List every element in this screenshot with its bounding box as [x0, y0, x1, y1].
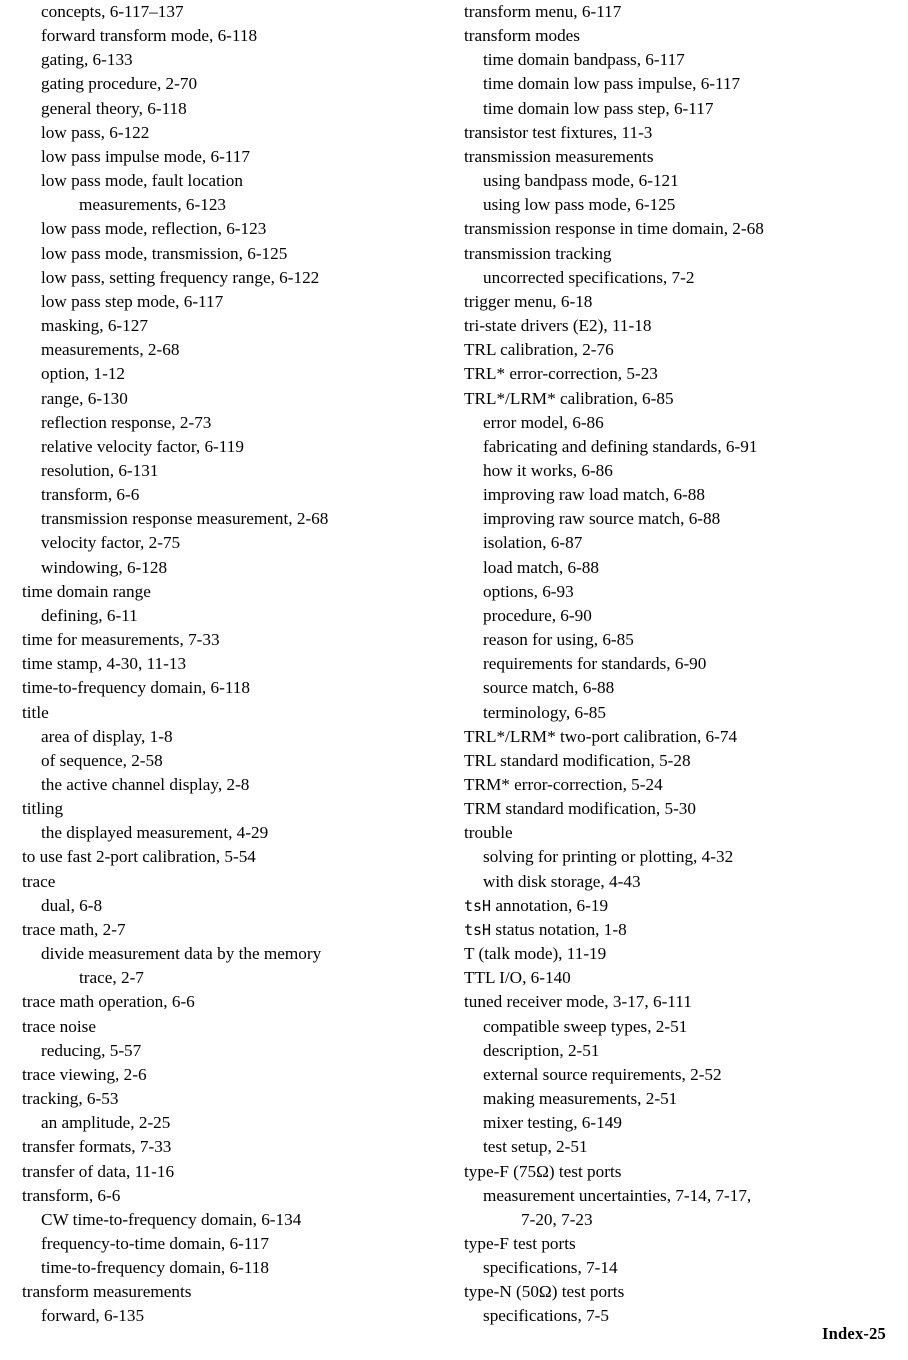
- index-entry: 7-20, 7-23: [521, 1209, 593, 1229]
- index-entry: compatible sweep types, 2-51: [483, 1016, 688, 1036]
- index-entry: transistor test fixtures, 11-3: [464, 122, 653, 142]
- two-column-layout: [22, 0, 886, 1329]
- index-entry: test setup, 2-51: [483, 1137, 588, 1157]
- index-entry: [464, 894, 882, 918]
- index-entry-list-left: [22, 0, 440, 1329]
- index-entry: options, 6-93: [483, 581, 574, 601]
- index-entry: option, 1-12: [41, 364, 126, 384]
- index-entry: transfer of data, 11-16: [22, 1161, 175, 1181]
- index-entry: title: [22, 702, 49, 722]
- index-entry: low pass mode, reflection, 6-123: [41, 219, 267, 239]
- index-entry: transform modes: [464, 26, 580, 46]
- index-entry: low pass mode, transmission, 6-125: [41, 243, 288, 263]
- index-entry: time-to-frequency domain, 6-118: [41, 1258, 269, 1278]
- page-footer: Index-25: [822, 1324, 886, 1343]
- index-entry: isolation, 6-87: [483, 533, 583, 553]
- index-entry: resolution, 6-131: [41, 460, 159, 480]
- index-entry: transmission measurements: [464, 146, 654, 166]
- index-entry-mono-term: tsH: [464, 920, 492, 939]
- index-entry: time domain bandpass, 6-117: [483, 50, 685, 70]
- index-entry: trigger menu, 6-18: [464, 291, 593, 311]
- index-entry: TRL calibration, 2-76: [464, 340, 614, 360]
- index-entry: transform, 6-6: [41, 485, 140, 505]
- index-entry-mono-term: tsH: [464, 896, 492, 915]
- index-entry: low pass, 6-122: [41, 122, 150, 142]
- index-entry: measurement uncertainties, 7-14, 7-17,: [483, 1185, 752, 1205]
- index-entry: reducing, 5-57: [41, 1040, 142, 1060]
- index-entry: trace viewing, 2-6: [22, 1064, 147, 1084]
- index-entry: external source requirements, 2-52: [483, 1064, 722, 1084]
- index-entry: time domain low pass impulse, 6-117: [483, 74, 741, 94]
- index-entry: frequency-to-time domain, 6-117: [41, 1233, 269, 1253]
- index-entry-text: status notation, 1-8: [491, 919, 627, 939]
- index-entry: type-F (75Ω) test ports: [464, 1161, 622, 1181]
- index-entry: trace math, 2-7: [22, 919, 126, 939]
- index-entry: relative velocity factor, 6-119: [41, 436, 244, 456]
- index-entry: TTL I/O, 6-140: [464, 968, 571, 988]
- index-entry: time domain range: [22, 581, 151, 601]
- index-entry: CW time-to-frequency domain, 6-134: [41, 1209, 302, 1229]
- index-entry: tri-state drivers (E2), 11-18: [464, 316, 652, 336]
- index-entry: transmission response measurement, 2-68: [41, 509, 329, 529]
- index-entry: low pass step mode, 6-117: [41, 291, 224, 311]
- index-entry: range, 6-130: [41, 388, 128, 408]
- index-entry: the active channel display, 2-8: [41, 775, 250, 794]
- index-entry: fabricating and defining standards, 6-91: [483, 436, 758, 456]
- index-entry: trace math operation, 6-6: [22, 992, 195, 1012]
- index-entry: reflection response, 2-73: [41, 412, 212, 432]
- index-entry: the displayed measurement, 4-29: [41, 823, 269, 843]
- index-entry: low pass mode, fault location: [41, 171, 243, 191]
- index-entry: transform measurements: [22, 1282, 192, 1302]
- index-entry: velocity factor, 2-75: [41, 533, 181, 553]
- index-entry: how it works, 6-86: [483, 460, 613, 480]
- index-entry: transfer formats, 7-33: [22, 1137, 172, 1157]
- index-entry: source match, 6-88: [483, 678, 615, 698]
- index-entry: making measurements, 2-51: [483, 1089, 678, 1109]
- index-entry: titling: [22, 799, 64, 819]
- index-entry: TRL standard modification, 5-28: [464, 750, 691, 770]
- index-entry: gating, 6-133: [41, 50, 133, 70]
- index-entry: TRL* error-correction, 5-23: [464, 364, 658, 384]
- index-entry: dual, 6-8: [41, 895, 103, 915]
- index-entry: general theory, 6-118: [41, 98, 187, 118]
- index-entry: transform, 6-6: [22, 1185, 121, 1205]
- index-column-left: [22, 0, 440, 1329]
- index-entry: using low pass mode, 6-125: [483, 195, 676, 215]
- index-entry: T (talk mode), 11-19: [464, 944, 607, 964]
- index-entry: transmission response in time domain, 2-68: [464, 219, 764, 239]
- index-entry: tuned receiver mode, 3-17, 6-111: [464, 992, 692, 1012]
- index-entry: improving raw source match, 6-88: [483, 509, 721, 529]
- index-entry: solving for printing or plotting, 4-32: [483, 847, 734, 867]
- index-entry: TRM* error-correction, 5-24: [464, 775, 663, 794]
- index-entry: time-to-frequency domain, 6-118: [22, 678, 250, 698]
- index-entry: defining, 6-11: [41, 605, 138, 625]
- index-entry: mixer testing, 6-149: [483, 1113, 622, 1133]
- index-entry: measurements, 2-68: [41, 340, 180, 360]
- index-entry: procedure, 6-90: [483, 605, 592, 625]
- index-entry: tracking, 6-53: [22, 1089, 119, 1109]
- index-entry-list-right: [464, 0, 882, 1329]
- index-entry: divide measurement data by the memory: [41, 944, 322, 964]
- index-entry: trace: [22, 871, 56, 891]
- index-entry: area of display, 1-8: [41, 726, 173, 746]
- index-entry: TRL*/LRM* calibration, 6-85: [464, 388, 674, 408]
- index-entry: specifications, 7-5: [483, 1306, 610, 1326]
- index-entry: [464, 918, 882, 942]
- index-entry: error model, 6-86: [483, 412, 604, 432]
- index-entry: type-F test ports: [464, 1233, 576, 1253]
- index-entry: transmission tracking: [464, 243, 612, 263]
- index-entry: reason for using, 6-85: [483, 630, 634, 650]
- index-entry: time for measurements, 7-33: [22, 630, 220, 650]
- index-column-right: [464, 0, 882, 1329]
- index-entry: time stamp, 4-30, 11-13: [22, 654, 187, 674]
- index-entry: masking, 6-127: [41, 316, 148, 336]
- index-entry: TRL*/LRM* two-port calibration, 6-74: [464, 726, 738, 746]
- index-entry: an amplitude, 2-25: [41, 1113, 171, 1133]
- index-entry: type-N (50Ω) test ports: [464, 1282, 625, 1302]
- index-entry: low pass, setting frequency range, 6-122: [41, 267, 320, 287]
- index-entry: improving raw load match, 6-88: [483, 485, 705, 505]
- index-entry: trouble: [464, 823, 513, 843]
- index-entry: requirements for standards, 6-90: [483, 654, 707, 674]
- index-entry: using bandpass mode, 6-121: [483, 171, 679, 191]
- index-entry: concepts, 6-117–137: [41, 2, 184, 21]
- index-entry: transform menu, 6-117: [464, 2, 622, 21]
- index-entry: windowing, 6-128: [41, 557, 168, 577]
- index-entry: terminology, 6-85: [483, 702, 606, 722]
- index-entry: trace noise: [22, 1016, 96, 1036]
- index-entry: forward transform mode, 6-118: [41, 26, 258, 46]
- index-entry: to use fast 2-port calibration, 5-54: [22, 847, 256, 867]
- index-entry-text: annotation, 6-19: [491, 895, 609, 915]
- index-entry: specifications, 7-14: [483, 1258, 618, 1278]
- index-entry: forward, 6-135: [41, 1306, 145, 1326]
- index-entry: time domain low pass step, 6-117: [483, 98, 714, 118]
- index-entry: with disk storage, 4-43: [483, 871, 641, 891]
- index-entry: low pass impulse mode, 6-117: [41, 146, 250, 166]
- index-entry: of sequence, 2-58: [41, 750, 163, 770]
- index-entry: trace, 2-7: [79, 968, 144, 988]
- index-entry: measurements, 6-123: [79, 195, 227, 215]
- index-entry: uncorrected specifications, 7-2: [483, 267, 695, 287]
- index-entry: load match, 6-88: [483, 557, 599, 577]
- index-entry: gating procedure, 2-70: [41, 74, 198, 94]
- index-entry: description, 2-51: [483, 1040, 600, 1060]
- index-entry: TRM standard modification, 5-30: [464, 799, 696, 819]
